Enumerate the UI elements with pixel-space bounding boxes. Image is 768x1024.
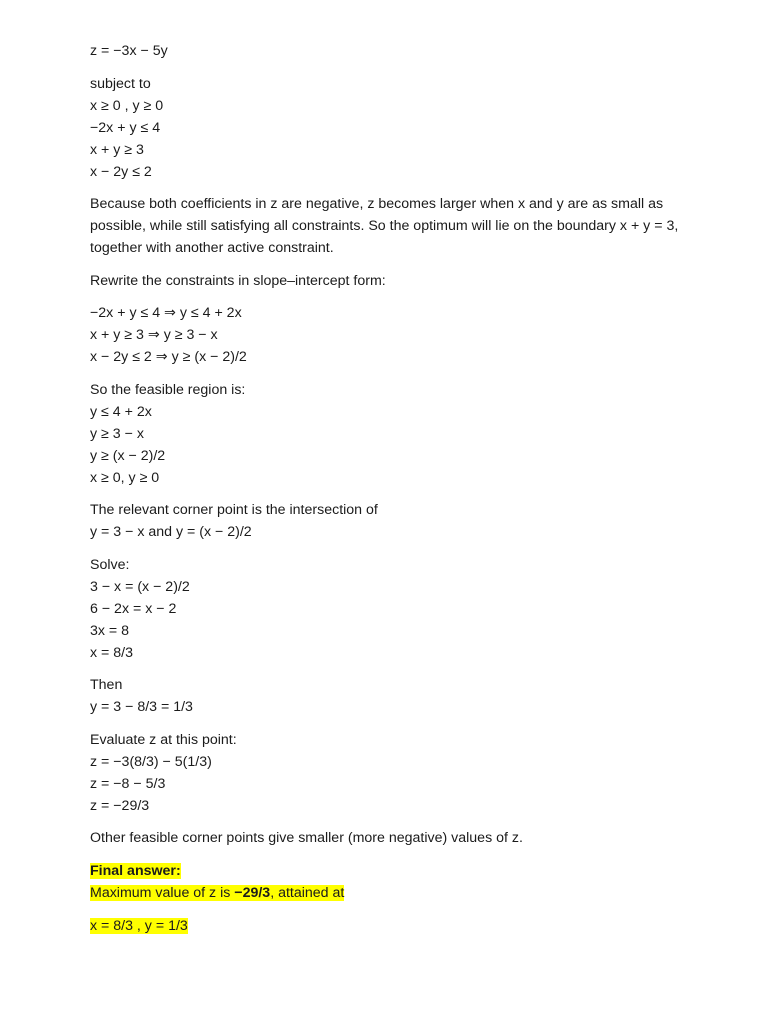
final-answer-value: −29/3	[234, 884, 271, 901]
rewrite-line: x + y ≥ 3 ⇒ y ≥ 3 − x	[90, 327, 218, 343]
other-corners-note: Other feasible corner points give smaller (more negative) values of z.	[90, 830, 523, 846]
solve-line: 3 − x = (x − 2)/2	[90, 578, 190, 595]
corner-point-block	[90, 499, 680, 543]
then-heading: Then	[90, 677, 123, 693]
objective-function: z = −3x − 5y	[90, 43, 168, 59]
rewrite-heading-block	[90, 270, 680, 292]
constraints-heading: subject to	[90, 75, 151, 92]
evaluate-line: z = −3(8/3) − 5(1/3)	[90, 753, 212, 770]
corner-line: y = 3 − x and y = (x − 2)/2	[90, 524, 252, 540]
constraint-line: x ≥ 0 , y ≥ 0	[90, 97, 164, 114]
rewrite-heading: Rewrite the constraints in slope–intercept form:	[90, 272, 386, 289]
rewrite-line: −2x + y ≤ 4 ⇒ y ≤ 4 + 2x	[90, 305, 242, 321]
final-answer-point: x = 8/3 , y = 1/3	[90, 917, 188, 934]
constraint-line: x − 2y ≤ 2	[90, 163, 152, 180]
feasible-heading: So the feasible region is:	[90, 381, 246, 398]
feasible-line: y ≤ 4 + 2x	[90, 403, 152, 420]
then-block	[90, 674, 680, 718]
evaluate-line: z = −8 − 5/3	[90, 775, 166, 792]
final-answer-heading: Final answer:	[90, 862, 181, 879]
evaluate-block	[90, 729, 680, 817]
rewrite-line: x − 2y ≤ 2 ⇒ y ≥ (x − 2)/2	[90, 349, 247, 365]
solve-block	[90, 554, 680, 664]
solve-line: 3x = 8	[90, 622, 130, 639]
then-line: y = 3 − 8/3 = 1/3	[90, 699, 193, 715]
constraint-line: −2x + y ≤ 4	[90, 119, 161, 136]
evaluate-heading: Evaluate z at this point:	[90, 731, 237, 748]
solve-line: x = 8/3	[90, 644, 133, 661]
rewrite-block	[90, 302, 680, 368]
feasible-line: y ≥ 3 − x	[90, 425, 144, 442]
constraint-line: x + y ≥ 3	[90, 141, 144, 158]
feasible-region-block	[90, 379, 680, 489]
document-body	[90, 40, 680, 937]
final-answer-block	[90, 860, 680, 937]
other-corners-block	[90, 827, 680, 849]
solve-heading: Solve:	[90, 556, 130, 573]
feasible-line: x ≥ 0, y ≥ 0	[90, 469, 160, 486]
evaluate-line: z = −29/3	[90, 797, 150, 814]
solve-line: 6 − 2x = x − 2	[90, 600, 177, 617]
objective-block	[90, 40, 680, 62]
explanation-paragraph: Because both coefficients in z are negative, z becomes larger when x and y are as small as possible, while still satisfying all constraints. So the optimum will lie on the boundary x + y = 3, together with another active constraint.	[90, 196, 679, 256]
final-answer-statement: Maximum value of z is −29/3, attained at	[90, 884, 345, 901]
constraints-block	[90, 73, 680, 183]
corner-heading: The relevant corner point is the intersection of	[90, 502, 378, 518]
feasible-line: y ≥ (x − 2)/2	[90, 447, 166, 464]
